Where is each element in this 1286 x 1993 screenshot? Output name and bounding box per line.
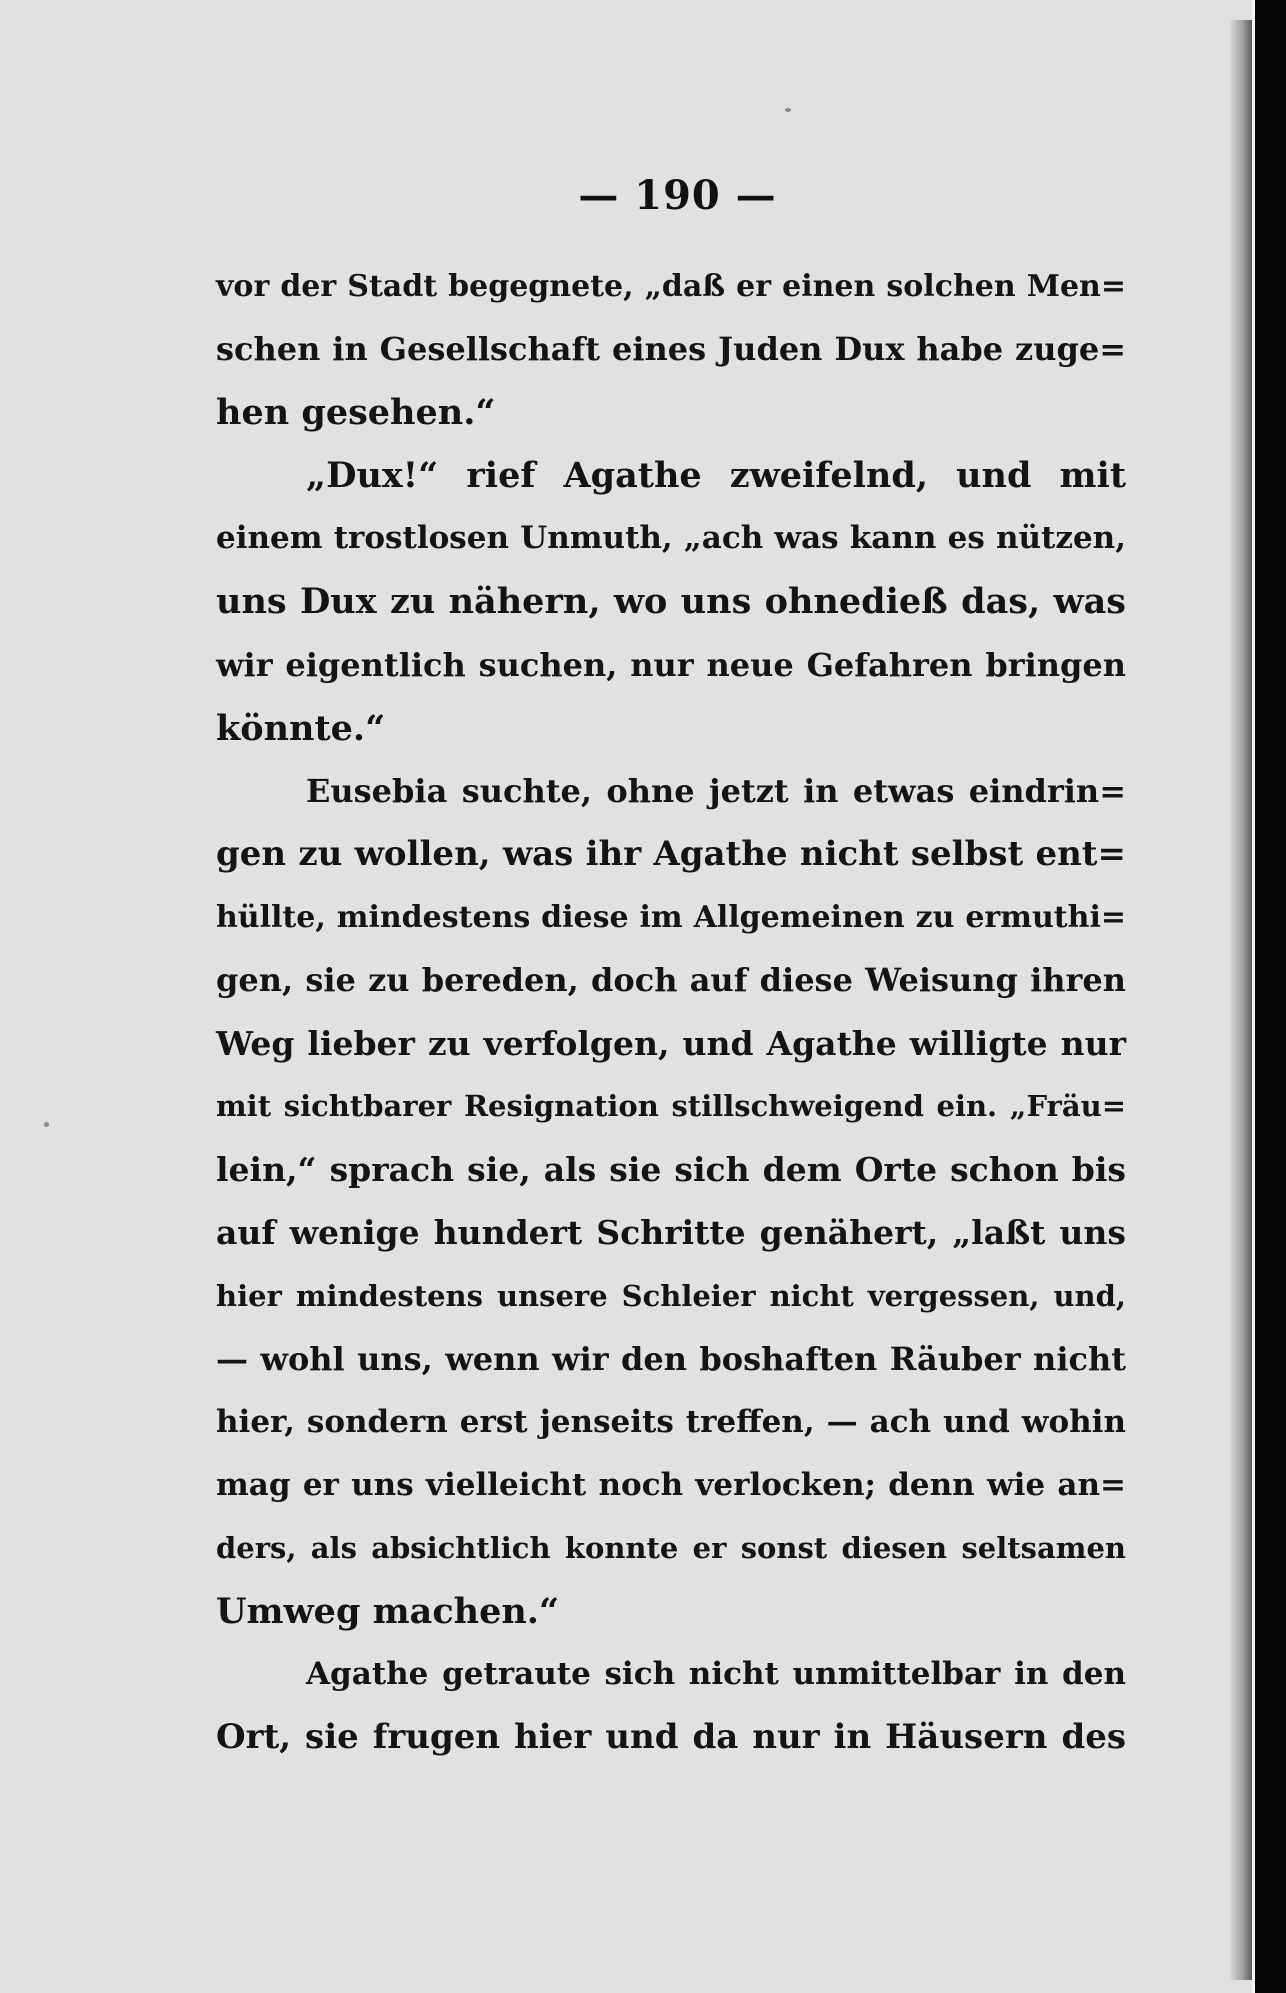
text-line: Agathe getraute sich nicht unmittelbar in den bbox=[306, 1656, 1126, 1693]
text-line: hier, sondern erst jenseits treffen, — ach und wohin bbox=[216, 1403, 1126, 1440]
text-line: uns Dux zu nähern, wo uns ohnedieß das, was bbox=[216, 581, 1126, 623]
text-line: hen gesehen.“ bbox=[216, 392, 496, 434]
text-line: „Dux!“ rief Agathe zweifelnd, und mit bbox=[306, 455, 1126, 497]
text-line: vor der Stadt begegnete, „daß er einen solchen Men= bbox=[216, 269, 1126, 304]
text-line: könnte.“ bbox=[216, 707, 386, 749]
body-text bbox=[216, 255, 1126, 1769]
paper-speck bbox=[44, 1122, 49, 1127]
page-number: — 190 — bbox=[578, 172, 777, 219]
text-line: mag er uns vielleicht noch verlocken; denn wie an= bbox=[216, 1466, 1126, 1503]
text-line: — wohl uns, wenn wir den boshaften Räuber nicht bbox=[216, 1339, 1126, 1378]
text-line: einem trostlosen Unmuth, „ach was kann es nützen, bbox=[216, 520, 1126, 557]
page-edge-shadow bbox=[1230, 20, 1252, 1980]
text-line: gen, sie zu bereden, doch auf diese Weisung ihren bbox=[216, 961, 1126, 1000]
text-line: auf wenige hundert Schritte genähert, „laßt uns bbox=[216, 1213, 1126, 1253]
text-line: gen zu wollen, was ihr Agathe nicht selbst ent= bbox=[216, 833, 1126, 874]
paper-speck bbox=[785, 108, 791, 112]
text-line: Umweg machen.“ bbox=[216, 1590, 560, 1632]
text-line: hüllte, mindestens diese im Allgemeinen zu ermuthi= bbox=[216, 899, 1126, 935]
text-line: ders, als absichtlich konnte er sonst diesen seltsamen bbox=[216, 1530, 1126, 1565]
text-line: Ort, sie frugen hier und da nur in Häusern des bbox=[216, 1717, 1126, 1758]
text-line: lein,“ sprach sie, als sie sich dem Orte schon bis bbox=[216, 1150, 1126, 1190]
text-line: schen in Gesellschaft eines Juden Dux habe zuge= bbox=[216, 330, 1126, 369]
text-line: wir eigentlich suchen, nur neue Gefahren bringen bbox=[216, 645, 1126, 684]
text-line: Eusebia suchte, ohne jetzt in etwas eindrin= bbox=[306, 771, 1126, 810]
text-line: hier mindestens unsere Schleier nicht vergessen, und, bbox=[216, 1278, 1126, 1313]
text-line: Weg lieber zu verfolgen, und Agathe willigte nur bbox=[216, 1024, 1126, 1064]
text-line: mit sichtbarer Resignation stillschweigend ein. „Fräu= bbox=[216, 1089, 1126, 1124]
